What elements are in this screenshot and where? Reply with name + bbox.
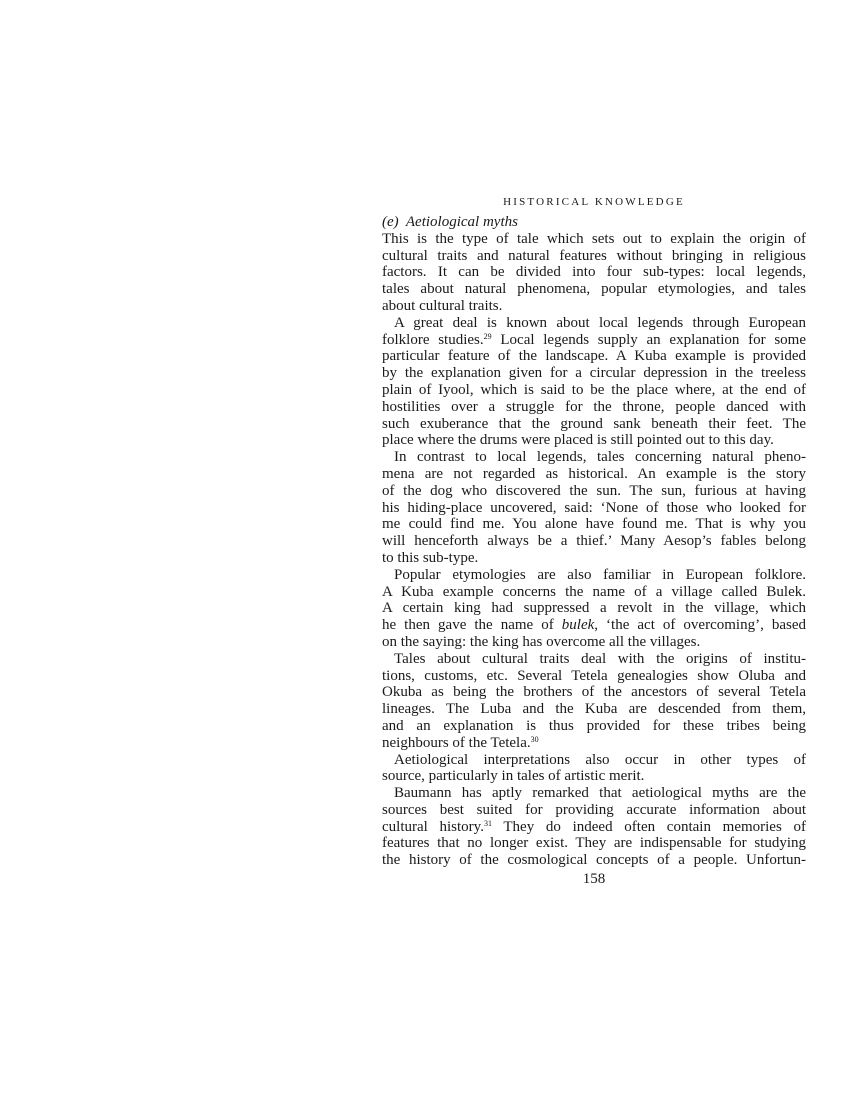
book-page — [382, 194, 806, 888]
text-line — [382, 533, 806, 550]
text-line — [382, 684, 806, 701]
text-segment: he then gave the name of — [382, 617, 562, 634]
text-line — [382, 416, 806, 433]
text-line — [382, 584, 806, 601]
text-segment: plain of Iyool, which is said to be the place where, at the end of — [382, 381, 806, 398]
footnote-marker[interactable]: 30 — [530, 734, 539, 744]
text-segment: tions, customs, etc. Several Tetela genealogies show Oluba and — [382, 667, 806, 684]
text-line — [382, 466, 806, 483]
text-line — [382, 802, 806, 819]
text-line — [382, 768, 806, 785]
text-segment: A great deal is known about local legends through European — [394, 314, 806, 331]
text-line — [382, 432, 806, 449]
text-line — [382, 752, 806, 769]
text-segment: to this sub-type. — [382, 549, 479, 566]
text-segment: place where the drums were placed is still pointed out to this day. — [382, 432, 774, 449]
text-line — [382, 315, 806, 332]
text-line — [382, 365, 806, 382]
text-segment: Popular etymologies are also familiar in European folklore. — [394, 566, 806, 583]
text-segment: Aetiological interpretations also occur in other types of — [394, 751, 806, 768]
text-line — [382, 281, 806, 298]
text-segment: A Kuba example concerns the name of a village called Bulek. — [382, 583, 806, 600]
text-segment: such exuberance that the ground sank beneath their feet. The — [382, 415, 806, 432]
text-segment: They do indeed often contain memories of — [491, 818, 806, 835]
section-label: (e) — [382, 214, 399, 230]
text-segment: This is the type of tale which sets out to explain the origin of — [382, 230, 806, 247]
text-line — [382, 264, 806, 281]
text-line — [382, 382, 806, 399]
text-segment: me could find me. You alone have found me. That is why you — [382, 516, 806, 533]
text-segment: his hiding-place uncovered, said: ‘None of those who looked for — [382, 499, 806, 516]
text-line — [382, 718, 806, 735]
text-segment: mena are not regarded as historical. An example is the story — [382, 465, 806, 482]
text-segment: Baumann has aptly remarked that aetiological myths are the — [394, 785, 806, 802]
text-line — [382, 651, 806, 668]
footnote-marker[interactable]: 29 — [483, 331, 492, 341]
text-line — [382, 516, 806, 533]
text-line — [382, 449, 806, 466]
text-line — [382, 550, 806, 567]
text-line — [382, 567, 806, 584]
text-line — [382, 735, 806, 752]
text-line — [382, 500, 806, 517]
text-segment: particular feature of the landscape. A Kuba example is provided — [382, 348, 806, 365]
italic-term: bulek — [561, 617, 595, 634]
text-line — [382, 785, 806, 802]
text-line — [382, 399, 806, 416]
text-segment: hostilities over a struggle for the throne, people danced with — [382, 398, 806, 415]
text-segment: sources best suited for providing accurate information about — [382, 801, 806, 818]
text-segment: and an explanation is thus provided for these tribes being — [382, 717, 806, 734]
running-head: HISTORICAL KNOWLEDGE — [503, 196, 685, 208]
text-segment: factors. It can be divided into four sub-types: local legends, — [382, 264, 806, 281]
text-segment: folklore studies. — [382, 331, 484, 348]
text-line — [382, 634, 806, 651]
text-segment: will henceforth always be a thief.’ Many Aesop’s fables belong — [382, 533, 806, 550]
text-segment: neighbours of the Tetela. — [382, 734, 531, 751]
text-line — [382, 348, 806, 365]
page-number: 158 — [582, 871, 606, 888]
text-segment: about cultural traits. — [382, 297, 503, 314]
text-segment: on the saying: the king has overcome all the villages. — [382, 633, 701, 650]
text-segment: Okuba as being the brothers of the ancestors of several Tetela — [382, 684, 806, 701]
text-line — [382, 332, 806, 349]
text-line — [382, 298, 806, 315]
text-segment: cultural traits and natural features without bringing in religious — [382, 247, 806, 264]
text-line — [382, 852, 806, 869]
text-segment: Tales about cultural traits deal with the origins of institu- — [394, 650, 806, 667]
text-line — [382, 231, 806, 248]
text-segment: Local legends supply an explanation for some — [491, 331, 806, 348]
text-segment: cultural history. — [382, 818, 484, 835]
text-segment: A certain king had suppressed a revolt in the village, which — [382, 600, 806, 617]
text-line — [382, 819, 806, 836]
text-line — [382, 701, 806, 718]
text-segment: the history of the cosmological concepts of a people. Unfortun- — [382, 852, 806, 869]
section-title: Aetiological myths — [405, 214, 518, 230]
text-segment: , ‘the act of overcoming’, based — [594, 617, 806, 634]
text-segment: In contrast to local legends, tales concerning natural pheno- — [394, 449, 806, 466]
text-line — [382, 668, 806, 685]
text-line — [382, 617, 806, 634]
text-segment: tales about natural phenomena, popular etymologies, and tales — [382, 281, 806, 298]
text-segment: features that no longer exist. They are indispensable for studying — [382, 835, 806, 852]
text-line — [382, 248, 806, 265]
text-line — [382, 600, 806, 617]
section-heading — [382, 214, 806, 231]
footnote-marker[interactable]: 31 — [483, 818, 492, 828]
text-segment: of the dog who discovered the sun. The sun, furious at having — [382, 482, 806, 499]
text-segment: by the explanation given for a circular depression in the treeless — [382, 365, 806, 382]
body-text — [382, 231, 806, 869]
text-line — [382, 835, 806, 852]
text-segment: source, particularly in tales of artistic merit. — [382, 768, 645, 785]
text-segment: lineages. The Luba and the Kuba are descended from them, — [382, 701, 806, 718]
text-line — [382, 483, 806, 500]
